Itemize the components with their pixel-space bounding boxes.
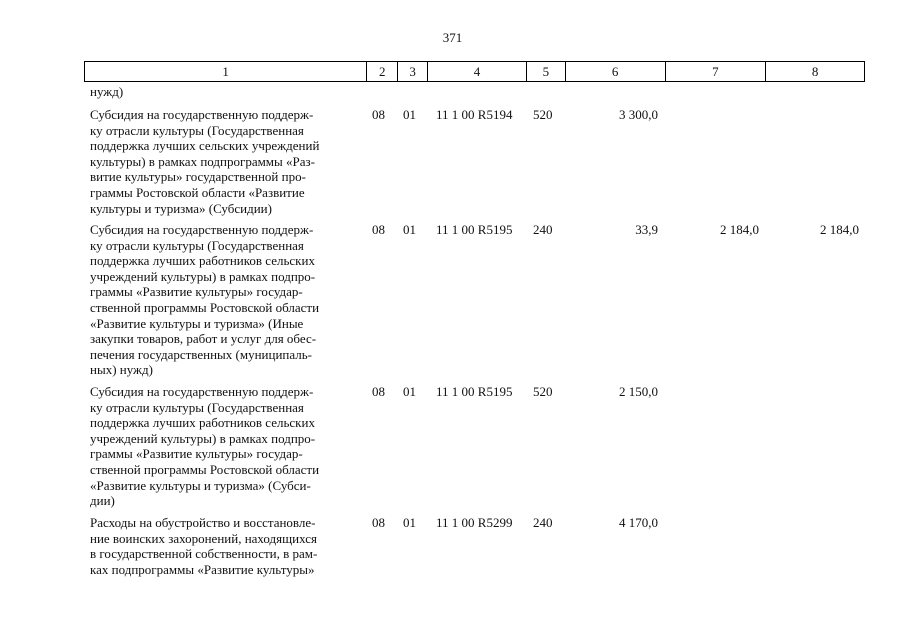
- description-line: ку отрасли культуры (Государственная: [90, 399, 304, 415]
- amount-col-6: 3 300,0: [619, 107, 658, 122]
- description-line: в государственной собственности, в рам-: [90, 546, 318, 562]
- description-line: ных) нужд): [90, 362, 153, 378]
- description-line: граммы Ростовской области «Развитие: [90, 184, 305, 200]
- subsection-code: 01: [403, 384, 416, 399]
- description-line: печения государственных (муниципаль-: [90, 346, 313, 362]
- description-line: культуры и туризма» (Субсидии): [90, 200, 272, 216]
- header-col-5: 5: [527, 62, 566, 81]
- header-col-7: 7: [666, 62, 767, 81]
- description-line: культуры) в рамках подпрограммы «Раз-: [90, 153, 315, 169]
- header-col-2: 2: [367, 62, 398, 81]
- target-article: 11 1 00 R5299: [436, 515, 513, 530]
- description-line: поддержка лучших работников сельских: [90, 253, 315, 269]
- target-article: 11 1 00 R5195: [436, 384, 513, 399]
- row-description: [90, 222, 360, 378]
- description-line: Субсидия на государственную поддерж-: [90, 107, 314, 122]
- amount-col-7: 2 184,0: [720, 222, 759, 237]
- description-line: учреждений культуры) в рамках подпро-: [90, 268, 316, 284]
- description-line: дии): [90, 493, 115, 509]
- description-line: «Развитие культуры и туризма» (Иные: [90, 315, 304, 331]
- description-line: закупки товаров, работ и услуг для обес-: [90, 331, 317, 347]
- description-line: граммы «Развитие культуры» государ-: [90, 446, 303, 462]
- description-line: ку отрасли культуры (Государственная: [90, 122, 304, 138]
- row-description: [90, 515, 360, 577]
- section-code: 08: [372, 107, 385, 122]
- continuation-text: нужд): [90, 84, 124, 99]
- target-article: 11 1 00 R5195: [436, 222, 513, 237]
- description-line: ку отрасли культуры (Государственная: [90, 237, 304, 253]
- amount-col-6: 4 170,0: [619, 515, 658, 530]
- section-code: 08: [372, 222, 385, 237]
- header-col-8: 8: [811, 64, 819, 79]
- description-line: ние воинских захоронений, находящихся: [90, 530, 317, 546]
- expense-type: 520: [533, 107, 553, 122]
- subsection-code: 01: [403, 515, 416, 530]
- section-code: 08: [372, 384, 385, 399]
- amount-col-6: 2 150,0: [619, 384, 658, 399]
- section-code: 08: [372, 515, 385, 530]
- subsection-code: 01: [403, 222, 416, 237]
- description-line: граммы «Развитие культуры» государ-: [90, 284, 303, 300]
- header-col-3: 3: [398, 62, 428, 81]
- subsection-code: 01: [403, 107, 416, 122]
- row-description: [90, 107, 360, 216]
- row-description: [90, 384, 360, 509]
- expense-type: 240: [533, 222, 553, 237]
- description-line: поддержка лучших работников сельских: [90, 415, 315, 431]
- table-header: [84, 61, 865, 82]
- description-line: ственной программы Ростовской области: [90, 461, 320, 477]
- description-line: Расходы на обустройство и восстановле-: [90, 515, 316, 530]
- header-col-4: 4: [428, 62, 527, 81]
- description-line: учреждений культуры) в рамках подпро-: [90, 430, 316, 446]
- header-col-1: 1: [85, 62, 367, 81]
- target-article: 11 1 00 R5194: [436, 107, 513, 122]
- description-line: поддержка лучших сельских учреждений: [90, 138, 320, 154]
- expense-type: 240: [533, 515, 553, 530]
- expense-type: 520: [533, 384, 553, 399]
- page-number: 371: [442, 30, 463, 45]
- description-line: Субсидия на государственную поддерж-: [90, 384, 314, 399]
- description-line: «Развитие культуры и туризма» (Субси-: [90, 477, 311, 493]
- description-line: ственной программы Ростовской области: [90, 299, 320, 315]
- description-line: витие культуры» государственной про-: [90, 169, 306, 185]
- header-col-6: 6: [566, 62, 666, 81]
- description-line: ках подпрограммы «Развитие культуры»: [90, 561, 315, 577]
- amount-col-8: 2 184,0: [820, 222, 859, 237]
- description-line: Субсидия на государственную поддерж-: [90, 222, 314, 237]
- amount-col-6: 33,9: [635, 222, 658, 237]
